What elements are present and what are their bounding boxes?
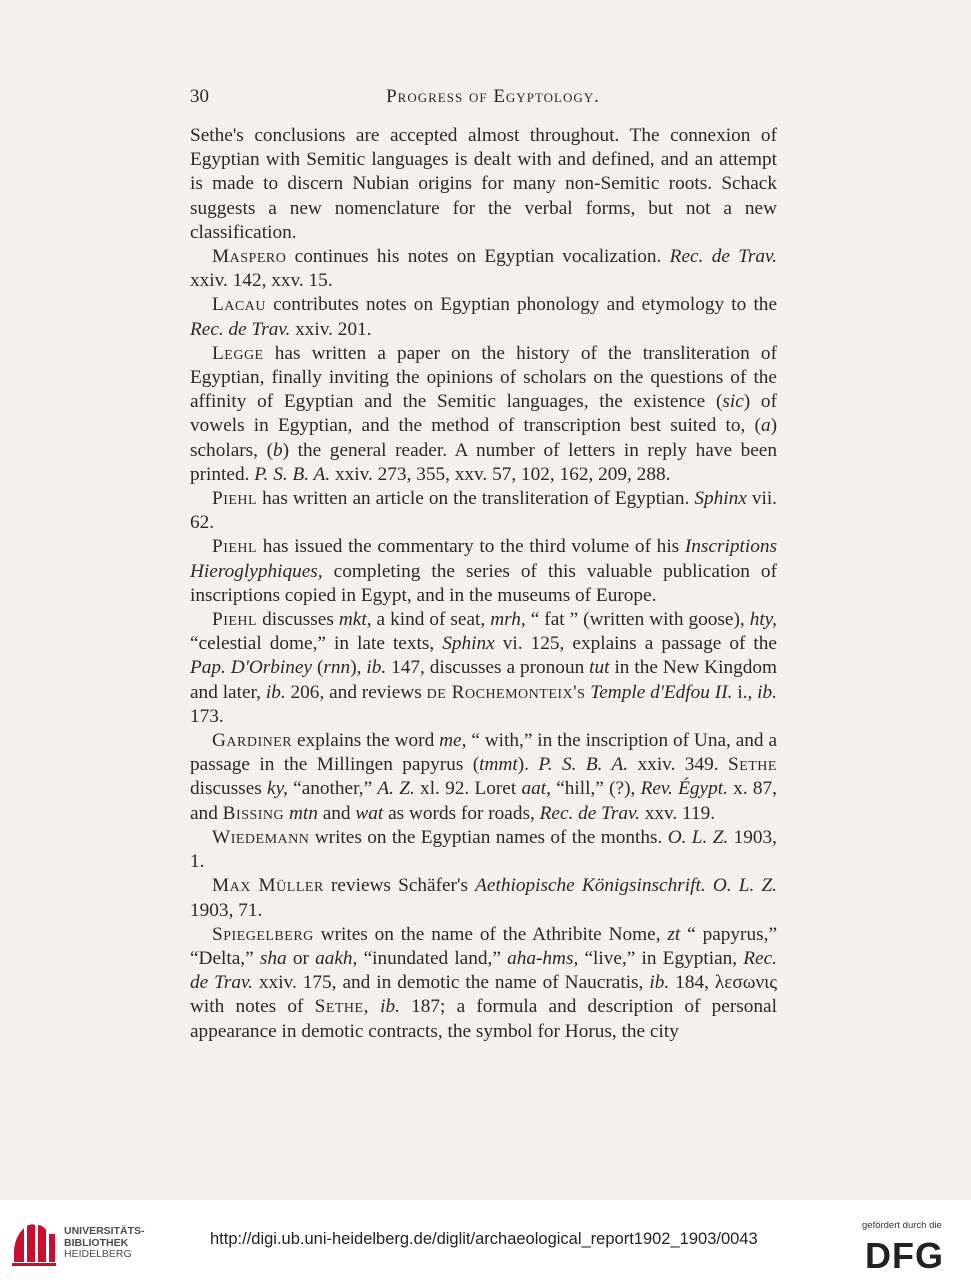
paragraph: Lacau contributes notes on Egyptian phonology and etymology to the Rec. de Trav. xxiv. 201.	[190, 294, 777, 340]
author-name: Max Müller	[212, 875, 324, 897]
paragraph: Wiedemann writes on the Egyptian names of the months. O. L. Z. 1903, 1.	[190, 826, 777, 873]
author-name: Piehl	[212, 609, 258, 631]
paragraph: Max Müller reviews Schäfer's Aethiopische Königsinschrift. O. L. Z. 1903, 71.	[190, 875, 777, 921]
author-name: Lacau	[212, 294, 266, 316]
paragraph: Piehl discusses mkt, a kind of seat, mrh, “ fat ” (written with goose), hty, “celestial dome,” in late texts, Sphinx vi. 125, explains a passage of the Pap. D'Orbiney (rnn), ib. 147, discusses a pronoun tut in the New Kingdom and later, ib. 206, and reviews de Rochemonteix's Temple d'Edfou II. i., ib. 173.	[190, 609, 778, 727]
dfg-logo-icon: DFG	[865, 1235, 944, 1276]
author-name: Wiedemann	[212, 826, 310, 848]
paragraph: Piehl has written an article on the transliteration of Egyptian. Sphinx vii. 62.	[190, 488, 777, 534]
permalink-url[interactable]: http://digi.ub.uni-heidelberg.de/diglit/archaeological_report1902_1903/0043	[210, 1230, 758, 1248]
author-name: Piehl	[212, 536, 258, 558]
paragraph: Maspero continues his notes on Egyptian vocalization. Rec. de Trav. xxiv. 142, xxv. 15.	[190, 246, 777, 292]
paragraph: Piehl has issued the commentary to the third volume of his Inscriptions Hieroglyphiques, completing the series of this valuable publication of inscriptions copied in Egypt, and in the museums of Europe.	[190, 536, 777, 606]
body-text	[190, 124, 777, 1044]
author-name: Piehl	[212, 488, 258, 510]
paragraph: Sethe's conclusions are accepted almost throughout. The connexion of Egyptian with Semitic languages is dealt with and defined, and an attempt is made to discern Nubian origins for many non-Semitic roots. Schack suggests a new nomenclature for the verbal forms, but not a new classification.	[190, 125, 777, 243]
paragraph: Legge has written a paper on the history of the transliteration of Egyptian, finally inviting the opinions of scholars on the questions of the affinity of Egyptian and the Semitic languages, the existence (sic) of vowels in Egyptian, and the method of transcription best suited to, (a) scholars, (b) the general reader. A number of letters in reply have been printed. P. S. B. A. xxiv. 273, 355, xxv. 57, 102, 162, 209, 288.	[190, 342, 777, 485]
university-library-logo-icon	[10, 1222, 58, 1268]
page-number: 30	[190, 86, 209, 107]
running-title: Progress of Egyptology.	[386, 86, 600, 107]
paragraph: Gardiner explains the word me, “ with,” in the inscription of Una, and a passage in the Millingen papyrus (tmmt). P. S. B. A. xxiv. 349. Sethe discusses ky, “another,” A. Z. xl. 92. Loret aat, “hill,” (?), Rev. Égypt. x. 87, and Bissing mtn and wat as words for roads, Rec. de Trav. xxv. 119.	[190, 730, 778, 824]
funding-label: gefördert durch die	[862, 1220, 942, 1231]
author-name: Gardiner	[212, 730, 293, 752]
author-name: Legge	[212, 342, 264, 364]
page-header	[190, 86, 776, 112]
greek-word: λεσωνις	[714, 972, 777, 994]
author-name: Spiegelberg	[212, 923, 314, 945]
library-name: UNIVERSITÄTS- BIBLIOTHEK HEIDELBERG	[64, 1225, 145, 1260]
author-name: Sethe	[727, 754, 777, 776]
author-name: Maspero	[212, 246, 287, 268]
author-name: Sethe,	[314, 996, 369, 1018]
author-name: Bissing	[222, 802, 285, 824]
author-name: de Rochemonteix's	[426, 681, 586, 703]
paragraph: Spiegelberg writes on the name of the Athribite Nome, zt “ papyrus,” “Delta,” sha or aakh, “inundated land,” aha-hms, “live,” in Egyptian, Rec. de Trav. xxiv. 175, and in demotic the name of Naucratis, ib. 184, λεσωνις with notes of Sethe, ib. 187; a formula and description of personal appearance in demotic contracts, the symbol for Horus, the city	[190, 923, 777, 1042]
